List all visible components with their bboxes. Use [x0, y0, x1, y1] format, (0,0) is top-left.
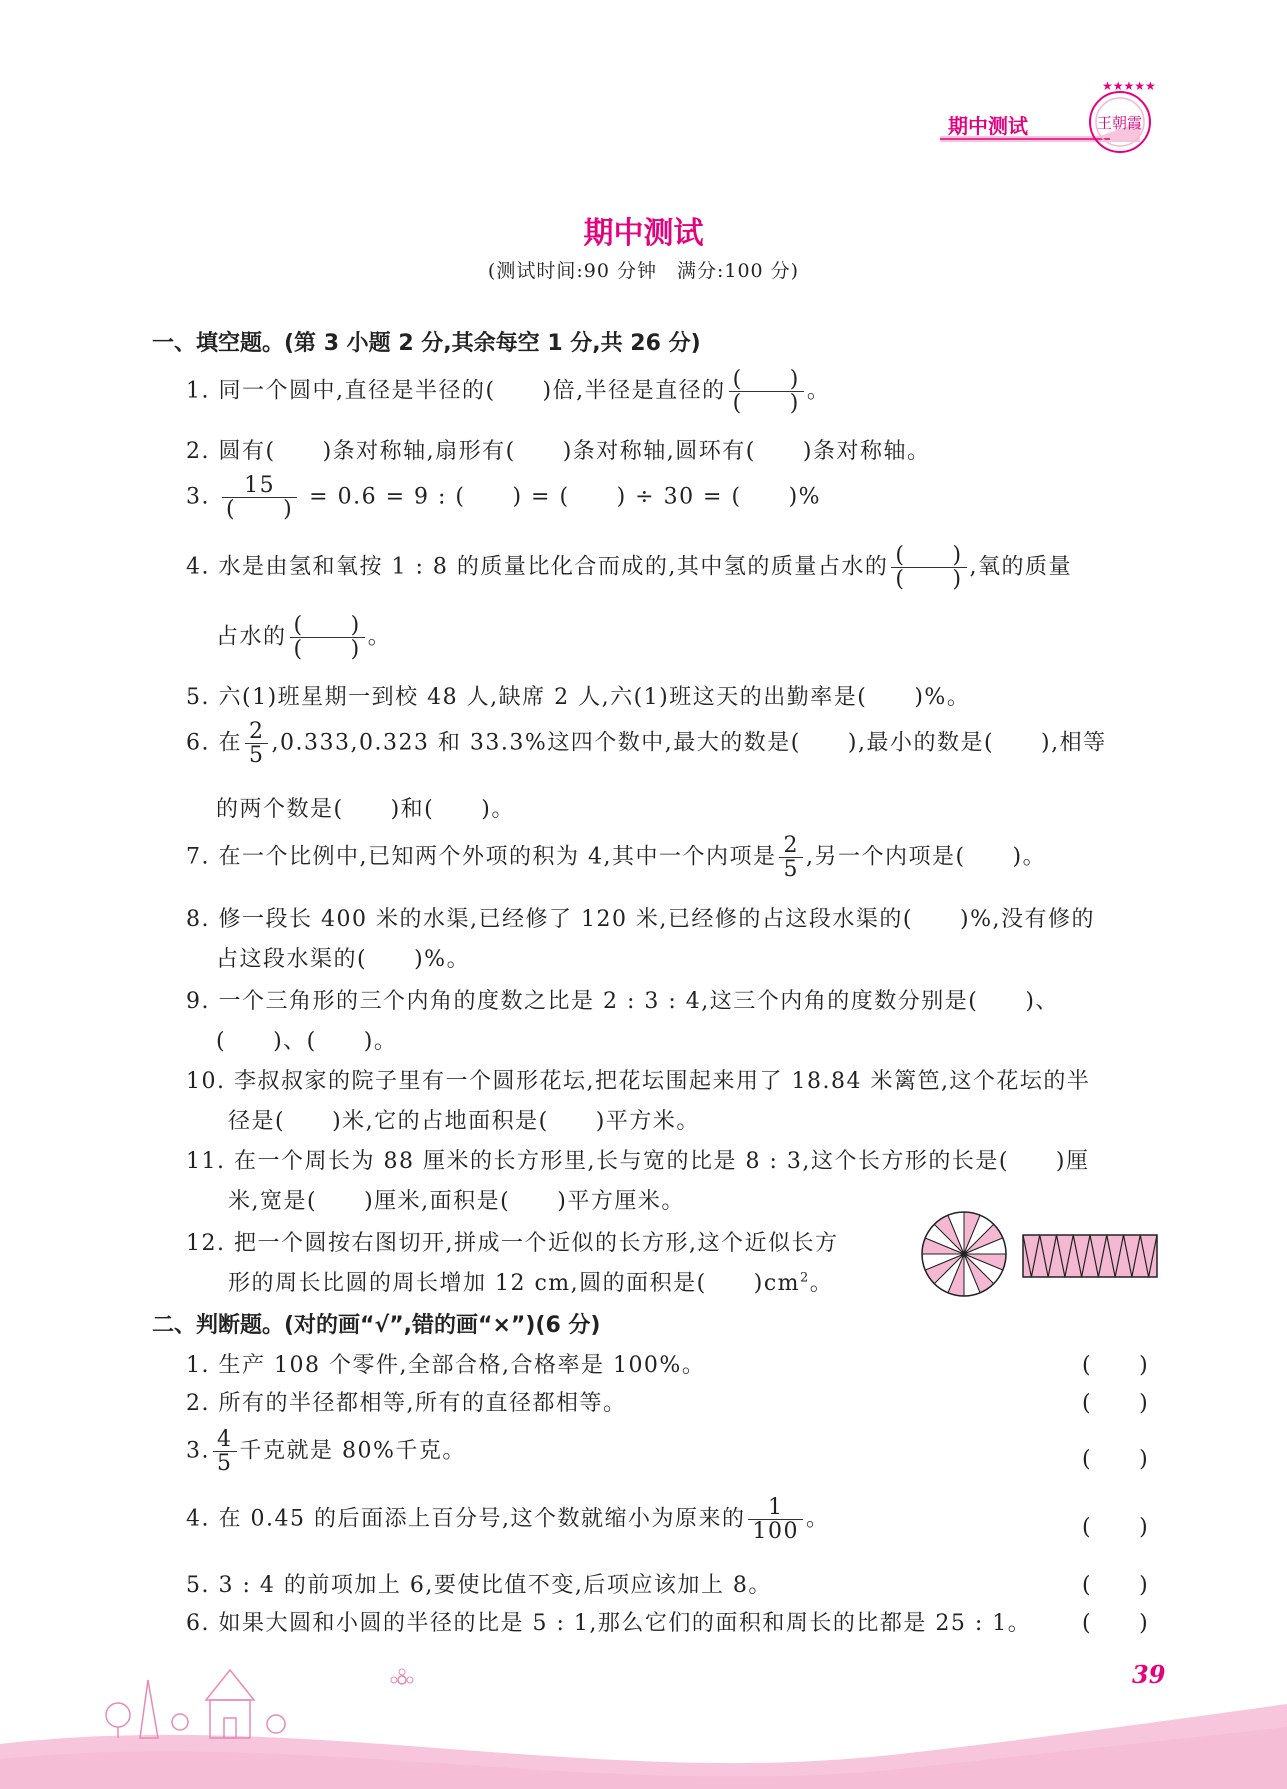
q1-fraction [729, 368, 804, 415]
q3-den: ( ) [226, 497, 294, 523]
q3-num: 15 [222, 474, 297, 498]
q6-fraction [245, 720, 269, 767]
q4b-fraction [290, 614, 365, 661]
q3-text-b: = 0.6 = 9 : ( ) = ( ) ÷ 30 = ( )% [309, 484, 822, 510]
q7-fraction [779, 834, 803, 881]
q4b-text-b: 。 [367, 624, 392, 650]
q12b-end: 。 [809, 1271, 834, 1296]
q6-den: 5 [248, 743, 265, 769]
judge-2-answer[interactable]: ( ) [1082, 1391, 1150, 1416]
q3-fraction [222, 474, 297, 521]
j4-text-a: 4. 在 0.45 的后面添上百分号,这个数就缩小为原来的 [186, 1506, 746, 1532]
j4-num: 1 [748, 1496, 803, 1520]
section2-heading: 二、判断题。(对的画“√”,错的画“×”)(6 分) [152, 1313, 601, 1338]
question-12-cont [228, 1266, 833, 1297]
castle-illustration [100, 1660, 320, 1740]
page-number: 39 [1132, 1660, 1166, 1689]
j3-text-b: 千克就是 80%千克。 [239, 1438, 466, 1464]
q7-den: 5 [783, 857, 799, 883]
q12b-sup: 2 [800, 1270, 810, 1286]
question-1 [186, 368, 830, 415]
q1-num: ( ) [729, 368, 804, 392]
judge-4-answer[interactable]: ( ) [1082, 1515, 1150, 1540]
question-2: 2. 圆有( )条对称轴,扇形有( )条对称轴,圆环有( )条对称轴。 [186, 439, 931, 464]
q4-text-b: ,氧的质量 [969, 554, 1073, 580]
judge-2: 2. 所有的半径都相等,所有的直径都相等。 [186, 1391, 627, 1416]
question-11: 11. 在一个周长为 88 厘米的长方形里,长与宽的比是 8 : 3,这个长方形的长是( )厘 [186, 1149, 1090, 1174]
sector-circle-figure [920, 1210, 1008, 1298]
q4-num: ( ) [891, 544, 966, 568]
judge-5-answer[interactable]: ( ) [1082, 1573, 1150, 1598]
question-9: 9. 一个三角形的三个内角的度数之比是 2 : 3 : 4,这三个内角的度数分别是( )、 [186, 989, 1059, 1014]
question-6-cont: 的两个数是( )和( )。 [216, 797, 515, 822]
q6-text-a: 6. 在 [186, 730, 242, 756]
question-8: 8. 修一段长 400 米的水渠,已经修了 120 米,已经修的占这段水渠的( )%,没有修的 [186, 907, 1095, 932]
page-title: 期中测试 [583, 216, 704, 251]
q7-text-b: ,另一个内项是( )。 [805, 844, 1047, 870]
judge-6: 6. 如果大圆和小圆的半径的比是 5 : 1,那么它们的面积和周长的比都是 25 : 1。 [186, 1611, 1032, 1636]
logo-seal [1080, 78, 1160, 158]
j4-den: 100 [752, 1519, 799, 1545]
flower-icon [390, 1668, 414, 1692]
question-4-cont [216, 614, 391, 661]
page-subtitle: (测试时间:90 分钟 满分:100 分) [487, 260, 800, 282]
question-12: 12. 把一个圆按右图切开,拼成一个近似的长方形,这个近似长方 [186, 1231, 839, 1256]
q1-text-b: 。 [806, 378, 831, 404]
question-4 [186, 544, 1072, 591]
q4b-den: ( ) [293, 637, 361, 663]
judge-3 [186, 1428, 466, 1475]
j4-text-b: 。 [805, 1506, 830, 1532]
q1-text-a: 1. 同一个圆中,直径是半径的( )倍,半径是直径的 [186, 378, 726, 404]
q7-text-a: 7. 在一个比例中,已知两个外项的积为 4,其中一个内项是 [186, 844, 777, 870]
q4-fraction [891, 544, 966, 591]
judge-1: 1. 生产 108 个零件,全部合格,合格率是 100%。 [186, 1353, 706, 1378]
question-5: 5. 六(1)班星期一到校 48 人,缺席 2 人,六(1)班这天的出勤率是( )%。 [186, 685, 971, 710]
q7-num: 2 [779, 834, 803, 858]
question-8-cont: 占这段水渠的( )%。 [216, 947, 471, 972]
q4b-text-a: 占水的 [216, 624, 287, 650]
judge-6-answer[interactable]: ( ) [1082, 1611, 1150, 1636]
j4-fraction [748, 1496, 803, 1543]
judge-3-answer[interactable]: ( ) [1082, 1447, 1150, 1472]
question-10-cont: 径是( )米,它的占地面积是( )平方米。 [228, 1109, 700, 1134]
question-9-cont: ( )、( )。 [216, 1029, 398, 1054]
logo-text: 王朝霞 [1097, 114, 1143, 132]
q4-text-a: 4. 水是由氢和氧按 1 : 8 的质量比化合而成的,其中氢的质量占水的 [186, 554, 889, 580]
svg-text:★★★★★: ★★★★★ [1102, 79, 1156, 93]
approx-rectangle-figure [1022, 1234, 1158, 1278]
q12b-text: 形的周长比圆的周长增加 12 cm,圆的面积是( )cm [228, 1271, 801, 1296]
section1-heading: 一、填空题。(第 3 小题 2 分,其余每空 1 分,共 26 分) [152, 331, 701, 356]
j3-num: 4 [213, 1428, 237, 1452]
judge-5: 5. 3 : 4 的前项加上 6,要使比值不变,后项应该加上 8。 [186, 1573, 772, 1598]
question-11-cont: 米,宽是( )厘米,面积是( )平方厘米。 [228, 1189, 685, 1214]
q4-den: ( ) [895, 567, 963, 593]
header-tab-label: 期中测试 [948, 114, 1028, 138]
j3-den: 5 [217, 1451, 233, 1477]
judge-4 [186, 1496, 829, 1543]
judge-1-answer[interactable]: ( ) [1082, 1353, 1150, 1378]
q1-den: ( ) [732, 391, 800, 417]
question-6 [186, 720, 1107, 767]
question-10: 10. 李叔叔家的院子里有一个圆形花坛,把花坛围起来用了 18.84 米篱笆,这个花坛的半 [186, 1069, 1091, 1094]
question-3 [186, 474, 821, 521]
question-7 [186, 834, 1046, 881]
q6-text-b: ,0.333,0.323 和 33.3%这四个数中,最大的数是( ),最小的数是( ),相等 [271, 730, 1107, 756]
q4b-num: ( ) [290, 614, 365, 638]
q3-text-a: 3. [186, 484, 210, 510]
j3-fraction [213, 1428, 237, 1475]
q6-num: 2 [245, 720, 269, 744]
j3-text-a: 3. [186, 1438, 210, 1464]
